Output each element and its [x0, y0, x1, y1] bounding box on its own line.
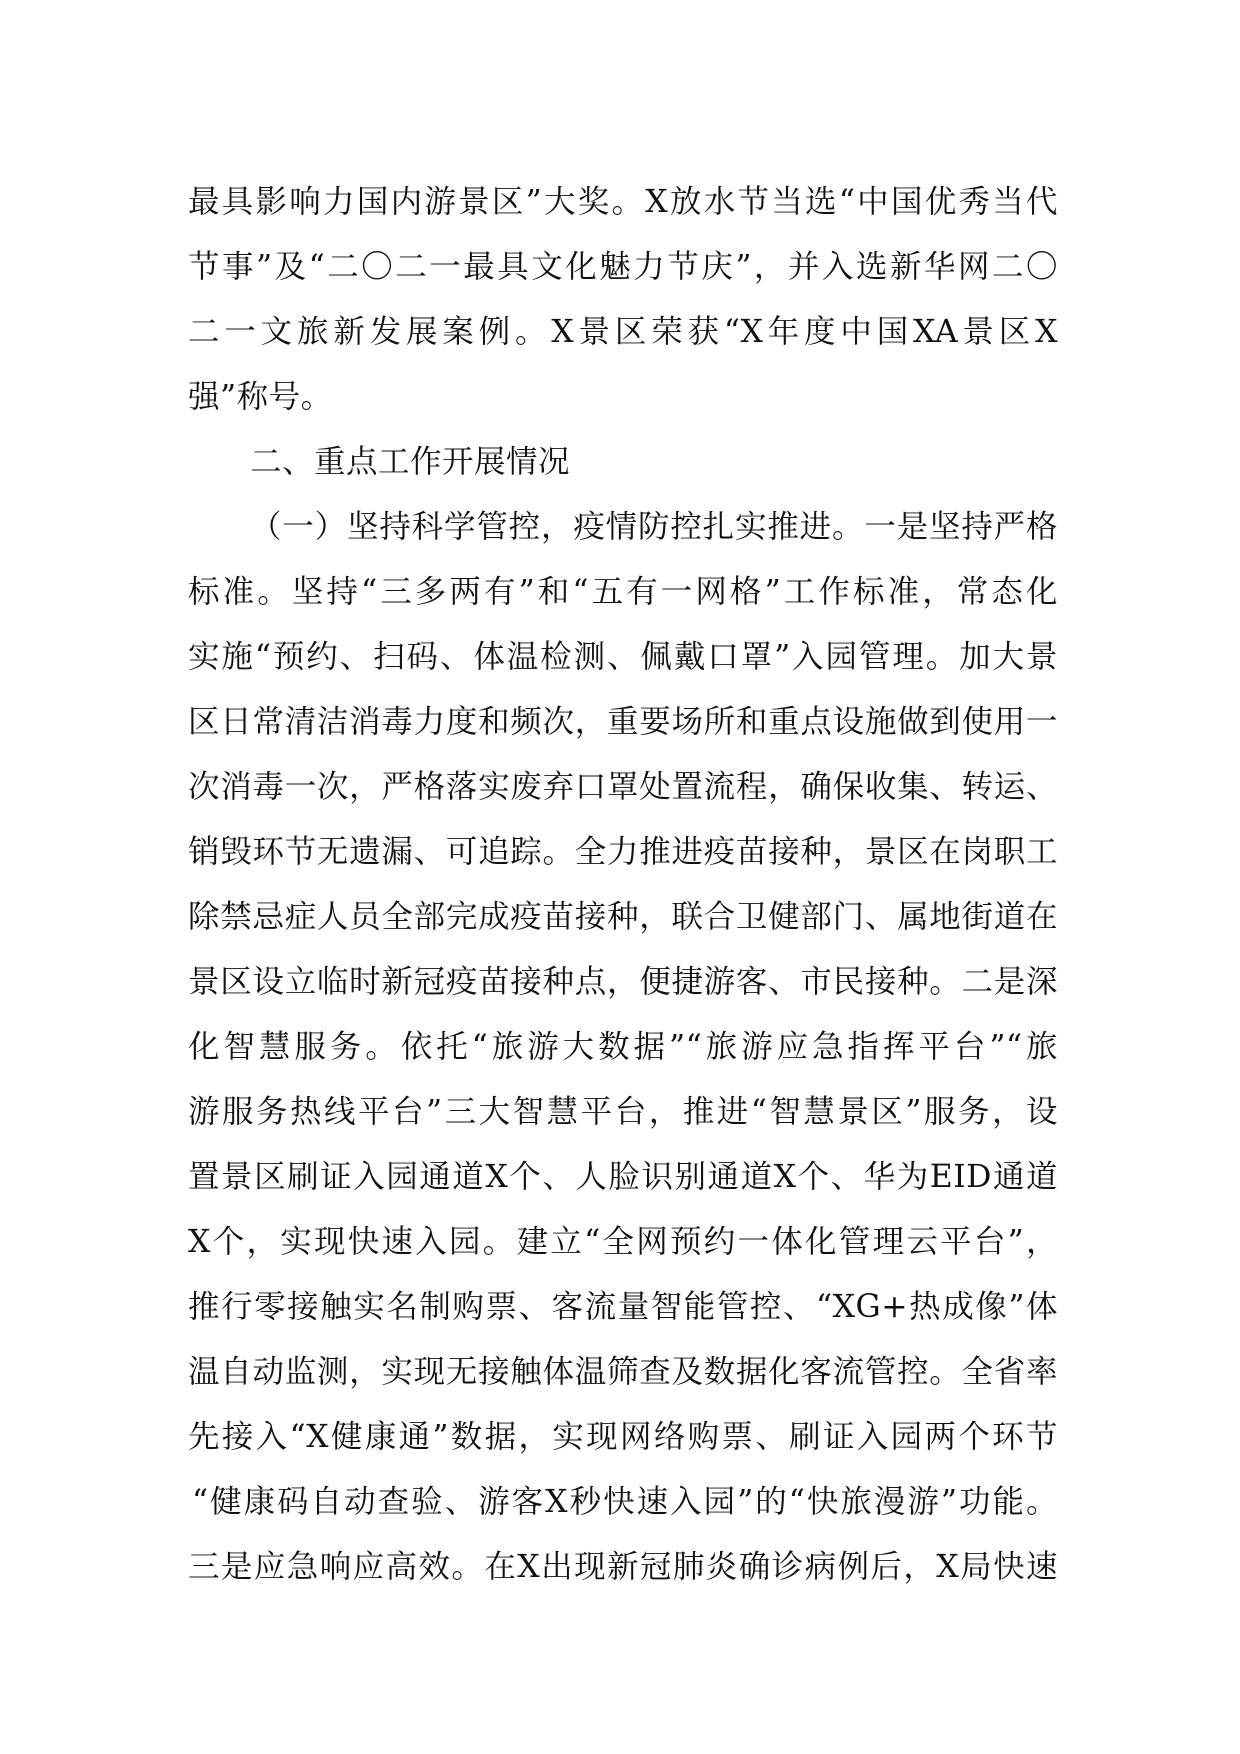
- paragraph-line: 推行零接触实名制购票、客流量智能管控、“XG+热成像”体: [188, 1289, 1058, 1325]
- paragraph-line: 区日常清洁消毒力度和频次，重要场所和重点设施做到使用一: [188, 704, 1058, 740]
- paragraph-line: 销毁环节无遗漏、可追踪。全力推进疫苗接种，景区在岗职工: [188, 834, 1058, 870]
- paragraph-line: 节事”及“二〇二一最具文化魅力节庆”，并入选新华网二〇: [188, 249, 1058, 285]
- paragraph-line: 强”称号。: [188, 379, 333, 415]
- paragraph-line: 先接入“X健康通”数据，实现网络购票、刷证入园两个环节: [188, 1419, 1058, 1455]
- subsection-heading-line: （一）坚持科学管控，疫情防控扎实推进。一是坚持严格: [250, 509, 1058, 545]
- paragraph-line: “健康码自动查验、游客X秒快速入园”的“快旅漫游”功能。: [192, 1484, 1058, 1520]
- paragraph-line: 除禁忌症人员全部完成疫苗接种，联合卫健部门、属地街道在: [188, 899, 1058, 935]
- paragraph-line: 次消毒一次，严格落实废弃口罩处置流程，确保收集、转运、: [188, 769, 1058, 805]
- paragraph-line: 景区设立临时新冠疫苗接种点，便捷游客、市民接种。二是深: [188, 964, 1058, 1000]
- document-page: [188, 170, 1058, 1600]
- paragraph-line: 游服务热线平台”三大智慧平台，推进“智慧景区”服务，设: [188, 1094, 1058, 1130]
- paragraph-line: 三是应急响应高效。在X出现新冠肺炎确诊病例后，X局快速: [188, 1549, 1058, 1585]
- paragraph-line: 实施“预约、扫码、体温检测、佩戴口罩”入园管理。加大景: [188, 639, 1058, 675]
- paragraph-line: 置景区刷证入园通道X个、人脸识别通道X个、华为EID通道: [188, 1159, 1058, 1195]
- section-heading: 二、重点工作开展情况: [250, 444, 571, 480]
- paragraph-line: 化智慧服务。依托“旅游大数据”“旅游应急指挥平台”“旅: [188, 1029, 1058, 1065]
- paragraph-line: 温自动监测，实现无接触体温筛查及数据化客流管控。全省率: [188, 1354, 1058, 1390]
- paragraph-line: 二一文旅新发展案例。X景区荣获“X年度中国XA景区X: [188, 314, 1058, 350]
- paragraph-line: 标准。坚持“三多两有”和“五有一网格”工作标准，常态化: [188, 574, 1058, 610]
- paragraph-line: X个，实现快速入园。建立“全网预约一体化管理云平台”，: [188, 1224, 1058, 1260]
- paragraph-line: 最具影响力国内游景区”大奖。X放水节当选“中国优秀当代: [188, 184, 1058, 220]
